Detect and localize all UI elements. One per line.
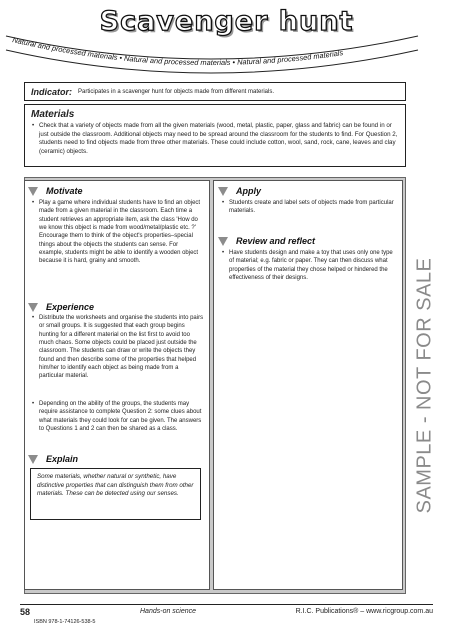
svg-text:Natural and processed material: [12, 35, 344, 67]
motivate-heading: Motivate: [46, 186, 83, 196]
triangle-icon: [28, 303, 38, 312]
review-text: • Have students design and make a toy that uses only one type of material; e.g. fabric or paper. They can then discuss what properties of the material they chose helped or hindered the effectiveness of their designs.: [222, 249, 398, 282]
apply-heading: Apply: [236, 186, 262, 196]
motivate-text: • Play a game where individual students have to find an object made from a given material in the classroom. Each time a student retrieves an appropriate item, ask the class 'How do we know this object is made from wood/metal/plastic etc. ?' Encourage them to think of the object's properties–special things about the objects the students can sense. For example, students might be able to identify a wooden object because it is hard, grainy and smooth.: [32, 199, 204, 266]
triangle-icon: [28, 455, 38, 464]
experience-heading: Experience: [46, 302, 95, 312]
watermark-side: [405, 180, 445, 590]
indicator-box: [24, 82, 406, 101]
materials-heading: Materials: [31, 109, 75, 120]
publisher-credit: R.I.C. Publications® – www.ricgroup.com.au: [295, 608, 433, 615]
indicator-text: Participates in a scavenger hunt for objects made from different materials.: [78, 88, 274, 95]
banner-text: Natural and processed materials • Natural and processed materials • Natural and processed materials: [11, 35, 344, 68]
series-title: Hands-on science: [140, 608, 197, 615]
triangle-icon: [218, 237, 228, 246]
experience-item-2: • Depending on the ability of the groups, the students may require assistance to complete Question 2: some clues about what materials they could look for can be given. The answers to Questions 1 and 2 can then be shared as a class.: [32, 400, 204, 433]
page-title: Scavenger hunt: [99, 6, 354, 37]
explain-header: [28, 454, 78, 464]
explain-box: Some materials, whether natural or synthetic, have distinctive properties that can distinguish them from other materials. These can be detected using our senses.: [30, 468, 201, 520]
isbn: ISBN 978-1-74126-538-5: [34, 619, 96, 625]
motivate-header: [28, 186, 83, 196]
page-number: 58: [20, 607, 31, 617]
indicator-label: Indicator:: [31, 86, 73, 97]
materials-text: • Check that a variety of objects made from all the given materials (wood, metal, plastic, paper, glass and fabric) can be found in or just outside the classroom. Additional objects may need to be spread around the classroom for the students to find. For Question 2, students need to find objects made from three other materials. These could include cotton, wool, sand, rock, cane, leaves and clay (ceramic) objects.: [31, 122, 399, 156]
explain-heading: Explain: [46, 454, 79, 464]
experience-header: [28, 302, 94, 312]
triangle-icon: [218, 187, 228, 196]
triangle-icon: [28, 187, 38, 196]
footer: [20, 604, 433, 616]
review-header: [218, 236, 315, 246]
apply-header: [218, 186, 261, 196]
experience-item-1: • Distribute the worksheets and organise the students into pairs or small groups. It is suggested that each group begins hunting for a different material on the list first to avoid too much chaos. Some objects could be placed just outside the classroom. The students can draw or write the objects they found and then describe some of the properties that helped him/her to identify each object as being made from a particular material.: [32, 314, 204, 381]
review-heading: Review and reflect: [236, 236, 316, 246]
apply-text: • Students create and label sets of objects made from particular materials.: [222, 199, 398, 216]
materials-box: [24, 104, 406, 167]
watermark-text: SAMPLE - NOT FOR SALE: [413, 257, 436, 513]
topic-banner: [0, 30, 420, 78]
